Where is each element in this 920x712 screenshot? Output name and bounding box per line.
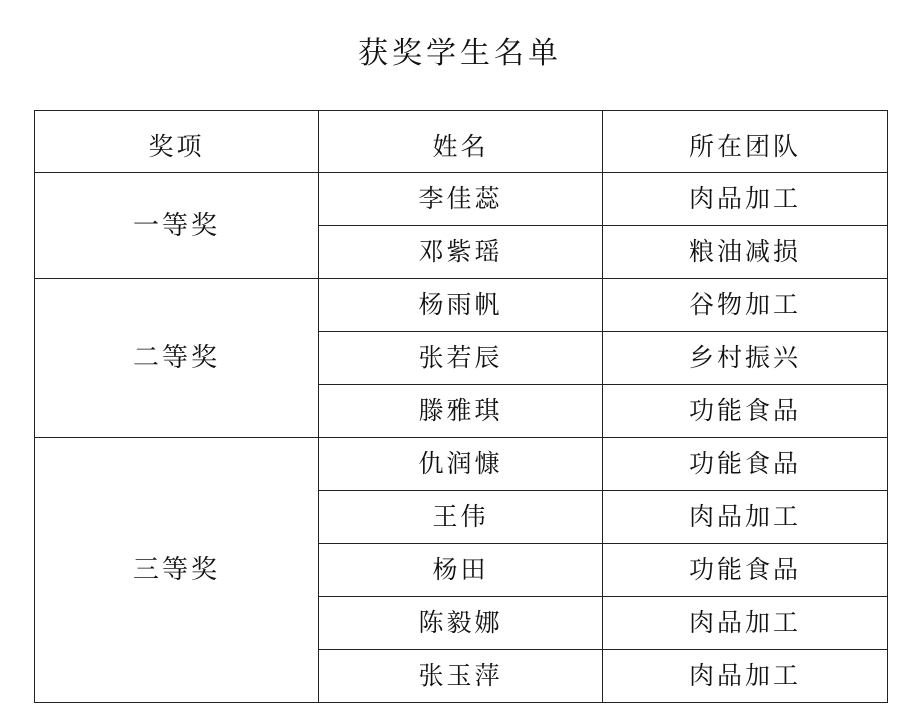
award-grade-first: 一等奖 bbox=[35, 173, 319, 279]
header-team: 所在团队 bbox=[603, 111, 888, 173]
student-team: 肉品加工 bbox=[603, 491, 888, 544]
award-grade-third: 三等奖 bbox=[35, 438, 319, 703]
student-name: 邓紫瑶 bbox=[319, 226, 603, 279]
student-team: 肉品加工 bbox=[603, 650, 888, 703]
student-name: 李佳蕊 bbox=[319, 173, 603, 226]
page-title: 获奖学生名单 bbox=[358, 36, 562, 71]
student-name: 张玉萍 bbox=[319, 650, 603, 703]
student-name: 杨雨帆 bbox=[319, 279, 603, 332]
table-row bbox=[35, 279, 888, 332]
student-team: 谷物加工 bbox=[603, 279, 888, 332]
header-name: 姓名 bbox=[319, 111, 603, 173]
student-team: 肉品加工 bbox=[603, 173, 888, 226]
award-grade-second: 二等奖 bbox=[35, 279, 319, 438]
student-team: 乡村振兴 bbox=[603, 332, 888, 385]
student-team: 肉品加工 bbox=[603, 597, 888, 650]
student-name: 陈毅娜 bbox=[319, 597, 603, 650]
student-team: 功能食品 bbox=[603, 544, 888, 597]
student-name: 王伟 bbox=[319, 491, 603, 544]
student-team: 粮油减损 bbox=[603, 226, 888, 279]
student-name: 张若辰 bbox=[319, 332, 603, 385]
header-row bbox=[35, 111, 888, 173]
header-award: 奖项 bbox=[35, 111, 319, 173]
student-team: 功能食品 bbox=[603, 438, 888, 491]
table-row bbox=[35, 173, 888, 226]
student-name: 杨田 bbox=[319, 544, 603, 597]
student-name: 仇润慷 bbox=[319, 438, 603, 491]
student-name: 滕雅琪 bbox=[319, 385, 603, 438]
student-team: 功能食品 bbox=[603, 385, 888, 438]
table-row bbox=[35, 438, 888, 491]
award-table bbox=[34, 110, 888, 703]
